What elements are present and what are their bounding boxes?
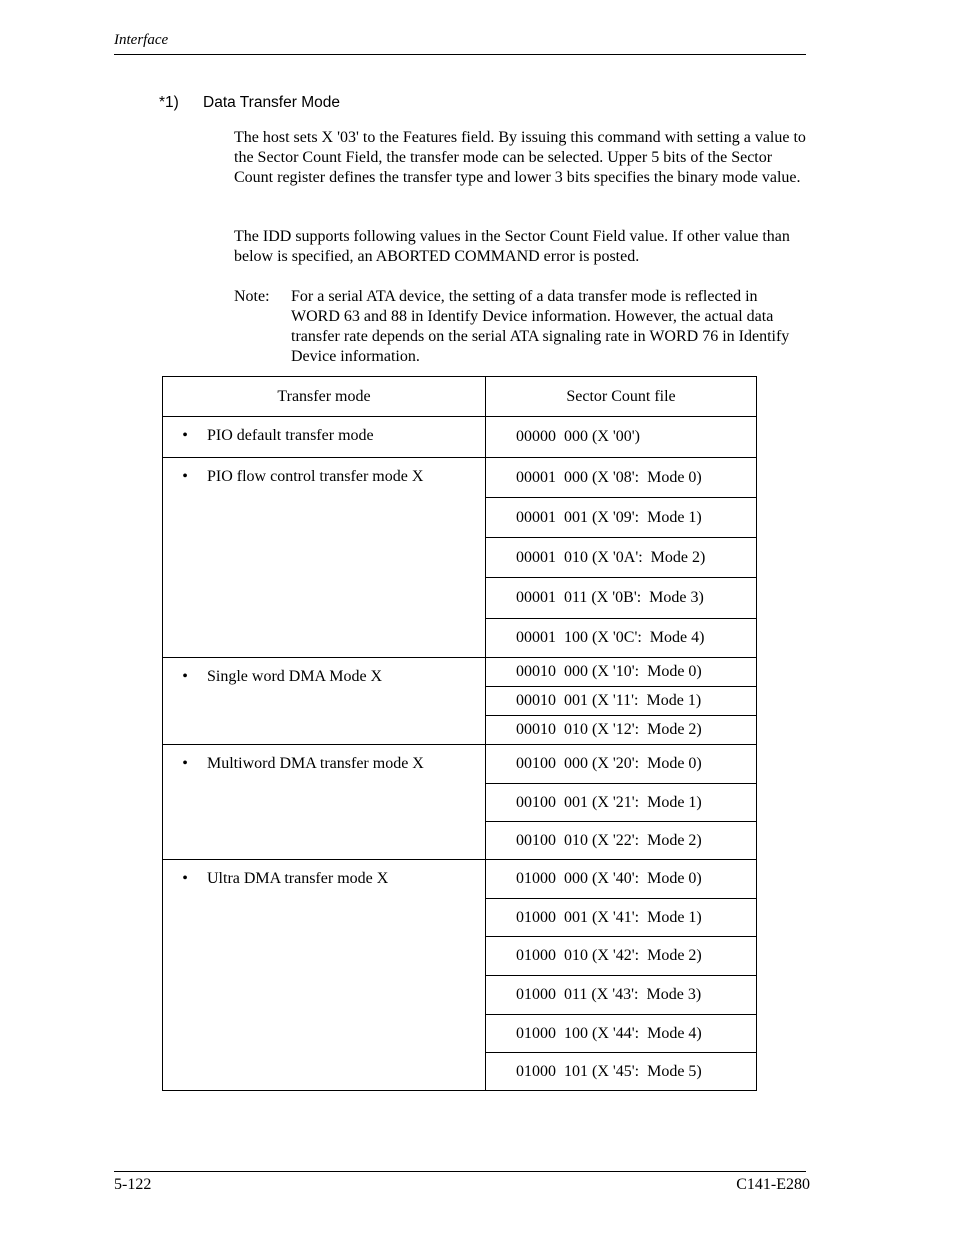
- table-row: [163, 458, 757, 498]
- transfer-mode-label: Multiword DMA transfer mode X: [207, 755, 424, 772]
- bullet-icon: •: [182, 668, 188, 685]
- transfer-mode-cell: [163, 745, 486, 860]
- document-id: C141-E280: [736, 1176, 810, 1193]
- running-header: Interface: [114, 32, 169, 48]
- sector-count-value: 01000 011 (X '43': Mode 3): [486, 976, 757, 1015]
- transfer-mode-label: PIO default transfer mode: [207, 427, 374, 444]
- header-rule: [114, 54, 806, 55]
- sector-count-value: 00001 000 (X '08': Mode 0): [486, 458, 757, 498]
- transfer-mode-label: Ultra DMA transfer mode X: [207, 870, 389, 887]
- column-header-transfer-mode: Transfer mode: [163, 377, 486, 417]
- table-row: [163, 658, 757, 687]
- sector-count-value: 00010 010 (X '12': Mode 2): [486, 716, 757, 745]
- transfer-mode-cell: [163, 458, 486, 658]
- sector-count-value: 00001 011 (X '0B': Mode 3): [486, 578, 757, 619]
- footer-rule: [114, 1171, 806, 1172]
- table-row: [163, 745, 757, 784]
- transfer-mode-label: Single word DMA Mode X: [207, 668, 383, 685]
- sector-count-value: 01000 000 (X '40': Mode 0): [486, 860, 757, 899]
- section-title: Data Transfer Mode: [203, 94, 340, 111]
- sector-count-value: 01000 101 (X '45': Mode 5): [486, 1053, 757, 1091]
- sector-count-value: 01000 001 (X '41': Mode 1): [486, 899, 757, 937]
- page-number: 5-122: [114, 1176, 152, 1193]
- table-row: [163, 860, 757, 899]
- paragraph-features: The host sets X '03' to the Features field. By issuing this command with setting a value to the Sector Count Field, the transfer mode can be selected. Upper 5 bits of the Sector Count register defines the transfer type and lower 3 bits specifies the binary mode value.: [234, 129, 806, 186]
- sector-count-value: 01000 100 (X '44': Mode 4): [486, 1015, 757, 1053]
- table-row: [163, 417, 757, 458]
- section-number: *1): [159, 94, 179, 111]
- transfer-mode-cell: [163, 658, 486, 745]
- sector-count-value: 00010 000 (X '10': Mode 0): [486, 658, 757, 687]
- transfer-mode-table: [162, 376, 757, 1091]
- transfer-mode-cell: [163, 860, 486, 1091]
- sector-count-value: 00001 001 (X '09': Mode 1): [486, 498, 757, 538]
- bullet-icon: •: [182, 870, 188, 887]
- sector-count-value: 00001 010 (X '0A': Mode 2): [486, 538, 757, 578]
- sector-count-value: 00100 001 (X '21': Mode 1): [486, 784, 757, 822]
- bullet-icon: •: [182, 427, 188, 444]
- bullet-icon: •: [182, 755, 188, 772]
- sector-count-value: 00100 010 (X '22': Mode 2): [486, 822, 757, 860]
- sector-count-value: 00001 100 (X '0C': Mode 4): [486, 619, 757, 658]
- column-header-sector-count: Sector Count file: [486, 377, 757, 417]
- sector-count-value: 00000 000 (X '00'): [486, 417, 757, 458]
- sector-count-value: 01000 010 (X '42': Mode 2): [486, 937, 757, 976]
- bullet-icon: •: [182, 468, 188, 485]
- sector-count-value: 00010 001 (X '11': Mode 1): [486, 687, 757, 716]
- paragraph-supported-values: The IDD supports following values in the Sector Count Field value. If other value than below is specified, an ABORTED COMMAND error is posted.: [234, 228, 790, 265]
- section-heading: [159, 94, 340, 112]
- sector-count-value: 00100 000 (X '20': Mode 0): [486, 745, 757, 784]
- note-text: For a serial ATA device, the setting of a data transfer mode is reflected in WORD 63 and 88 in Identify Device information. However, the actual data transfer rate depends on the serial ATA signaling rate in WORD 76 in Identify Device information.: [291, 288, 790, 365]
- note: [234, 287, 806, 367]
- note-label: Note:: [234, 288, 270, 305]
- transfer-mode-cell: [163, 417, 486, 458]
- transfer-mode-label: PIO flow control transfer mode X: [207, 468, 424, 485]
